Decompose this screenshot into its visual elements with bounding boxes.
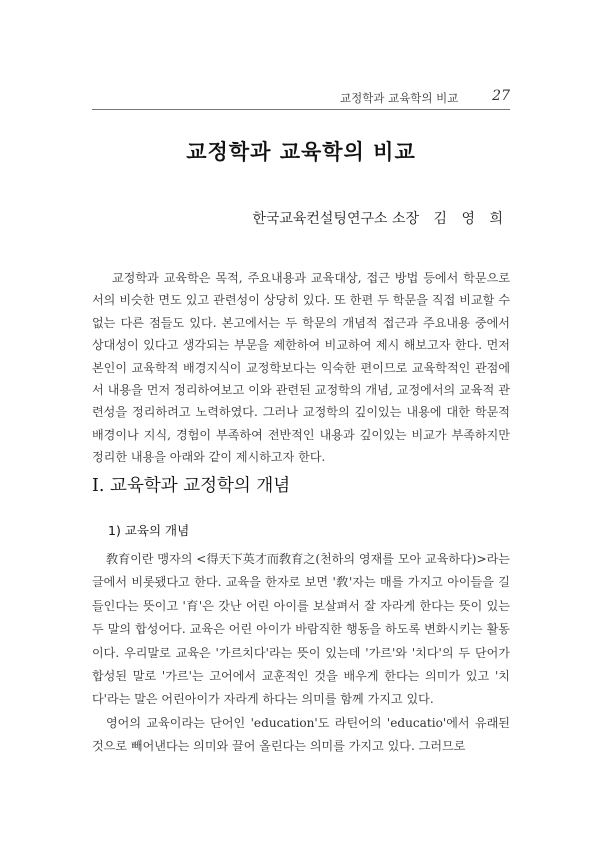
author-affiliation: 한국교육컨설팅연구소 소장 (252, 211, 420, 227)
header-divider (92, 109, 510, 110)
running-header-title: 교정학과 교육학의 비교 (340, 91, 459, 105)
author-line (252, 208, 508, 228)
page-number: 27 (492, 88, 510, 104)
body-paragraph: 영어의 교육이라는 단어인 'education'도 라틴어의 'educatio'에서 유래된 것으로 빼어낸다는 의미와 끌어 올린다는 의미를 가지고 있다. 그러므로 (92, 715, 510, 754)
body-paragraph: 敎育이란 맹자의 <得天下英才而敎育之(천하의 영재를 모아 교육하다)>라는 글에서 비롯됐다고 한다. 교육을 한자로 보면 '敎'자는 매를 가지고 아이들을 길들인다는 뜻이고 '育'은 갓난 어린 아이를 보살펴서 잘 자라게 한다는 뜻이 있는 두 말의 합성어다. 교육은 어린 아이가 바람직한 행동을 하도록 변화시키는 활동이다. 우리말로 교육은 '가르치다'라는 뜻이 있는데 '가르'와 '치다'의 두 단어가 합성된 말로 '가르'는 고어에서 교훈적인 것을 배우게 한다는 의미가 있고 '치다'라는 말은 어린아이가 자라게 하다는 의미를 함께 가지고 있다. (92, 552, 510, 707)
abstract-paragraph: 교정학과 교육학은 목적, 주요내용과 교육대상, 접근 방법 등에서 학문으로서의 비슷한 면도 있고 관련성이 상당히 있다. 또 한편 두 학문을 직접 비교할 수 없는 다른 점들도 있다. 본고에서는 두 학문의 개념적 접근과 주요내용 중에서 상대성이 있다고 생각되는 부문을 제한하여 비교하여 제시 해보고자 한다. 먼저 본인이 교육학적 배경지식이 교정학보다는 익숙한 편이므로 교육학적인 관점에서 내용을 먼저 정리하여보고 이와 관련된 교정학의 개념, 교정에서의 교육적 관련성을 정리하려고 노력하였다. 그러나 교정학의 깊이있는 내용에 대한 학문적 배경이나 지식, 경험이 부족하여 전반적인 내용과 깊이있는 비교가 부족하지만 정리한 내용을 아래와 같이 제시하고자 한다. (92, 271, 510, 465)
subsection-heading: 1) 교육의 개념 (108, 523, 190, 538)
running-header (340, 90, 510, 106)
article-title: 교정학과 교육학의 비교 (186, 139, 416, 164)
section-heading: I. 교육학과 교정학의 개념 (92, 476, 291, 496)
body-text (92, 548, 510, 759)
author-name: 김 영 희 (433, 211, 508, 227)
